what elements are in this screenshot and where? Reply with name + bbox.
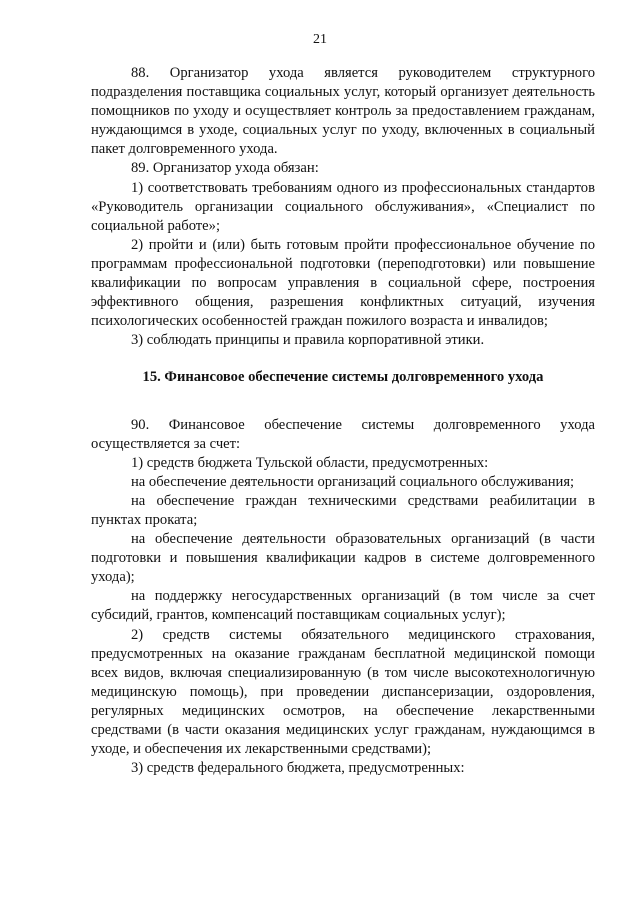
paragraph-90-item-1-b: на обеспечение граждан техническими средствами реабилитации в пунктах проката; xyxy=(91,492,595,528)
page-number: 21 xyxy=(313,32,327,47)
paragraph-90-item-1-a: на обеспечение деятельности организаций социального обслуживания; xyxy=(131,473,575,490)
paragraph-90-item-1-d: на поддержку негосударственных организаций (в том числе за счет субсидий, грантов, компенсаций поставщикам социальных услуг); xyxy=(91,588,595,624)
section-heading: 15. Финансовое обеспечение системы долговременного ухода xyxy=(142,369,544,386)
paragraph-89-item-3: 3) соблюдать принципы и правила корпоративной этики. xyxy=(131,332,485,349)
paragraph-90-item-1: 1) средств бюджета Тульской области, предусмотренных: xyxy=(131,454,489,471)
paragraph-89-item-1: 1) соответствовать требованиям одного из профессиональных стандартов «Руководитель организации социального обслуживания», «Специалист по социальной работе»; xyxy=(91,179,595,234)
paragraph-89: 89. Организатор ухода обязан: xyxy=(131,160,319,177)
paragraph-90: 90. Финансовое обеспечение системы долговременного ухода осуществляется за счет: xyxy=(91,416,595,452)
paragraph-90-item-1-c: на обеспечение деятельности образовательных организаций (в части подготовки и повышения квалификации кадров в системе долговременного ухода); xyxy=(91,531,595,586)
paragraph-90-item-2: 2) средств системы обязательного медицинского страхования, предусмотренных на оказание гражданам бесплатной медицинской помощи всех видов, включая специализированную (в том числе высокотехнологичную медицинскую помощь), при проведении диспансеризации, оздоровления, регулярных медицинских осмотров, на обеспечение лекарственными средствами (в части оказания медицинских услуг гражданам, нуждающимся в уходе, и обеспечения их лекарственными средствами); xyxy=(91,626,595,758)
paragraph-90-item-3: 3) средств федерального бюджета, предусмотренных: xyxy=(131,760,465,777)
paragraph-89-item-2: 2) пройти и (или) быть готовым пройти профессиональное обучение по программам профессиональной подготовки (переподготовки) или повышение квалификации по вопросам управления в социальной сфере, построения эффективного общения, разрешения конфликтных ситуаций, изучения психологических особенностей граждан пожилого возраста и инвалидов; xyxy=(91,236,595,330)
document-body xyxy=(91,64,595,778)
paragraph-88: 88. Организатор ухода является руководителем структурного подразделения поставщика социальных услуг, который организует деятельность помощников по уходу и осуществляет контроль за предоставлением гражданам, нуждающимся в уходе, социальных услуг по уходу, включенных в социальный пакет долговременного ухода. xyxy=(91,65,595,158)
